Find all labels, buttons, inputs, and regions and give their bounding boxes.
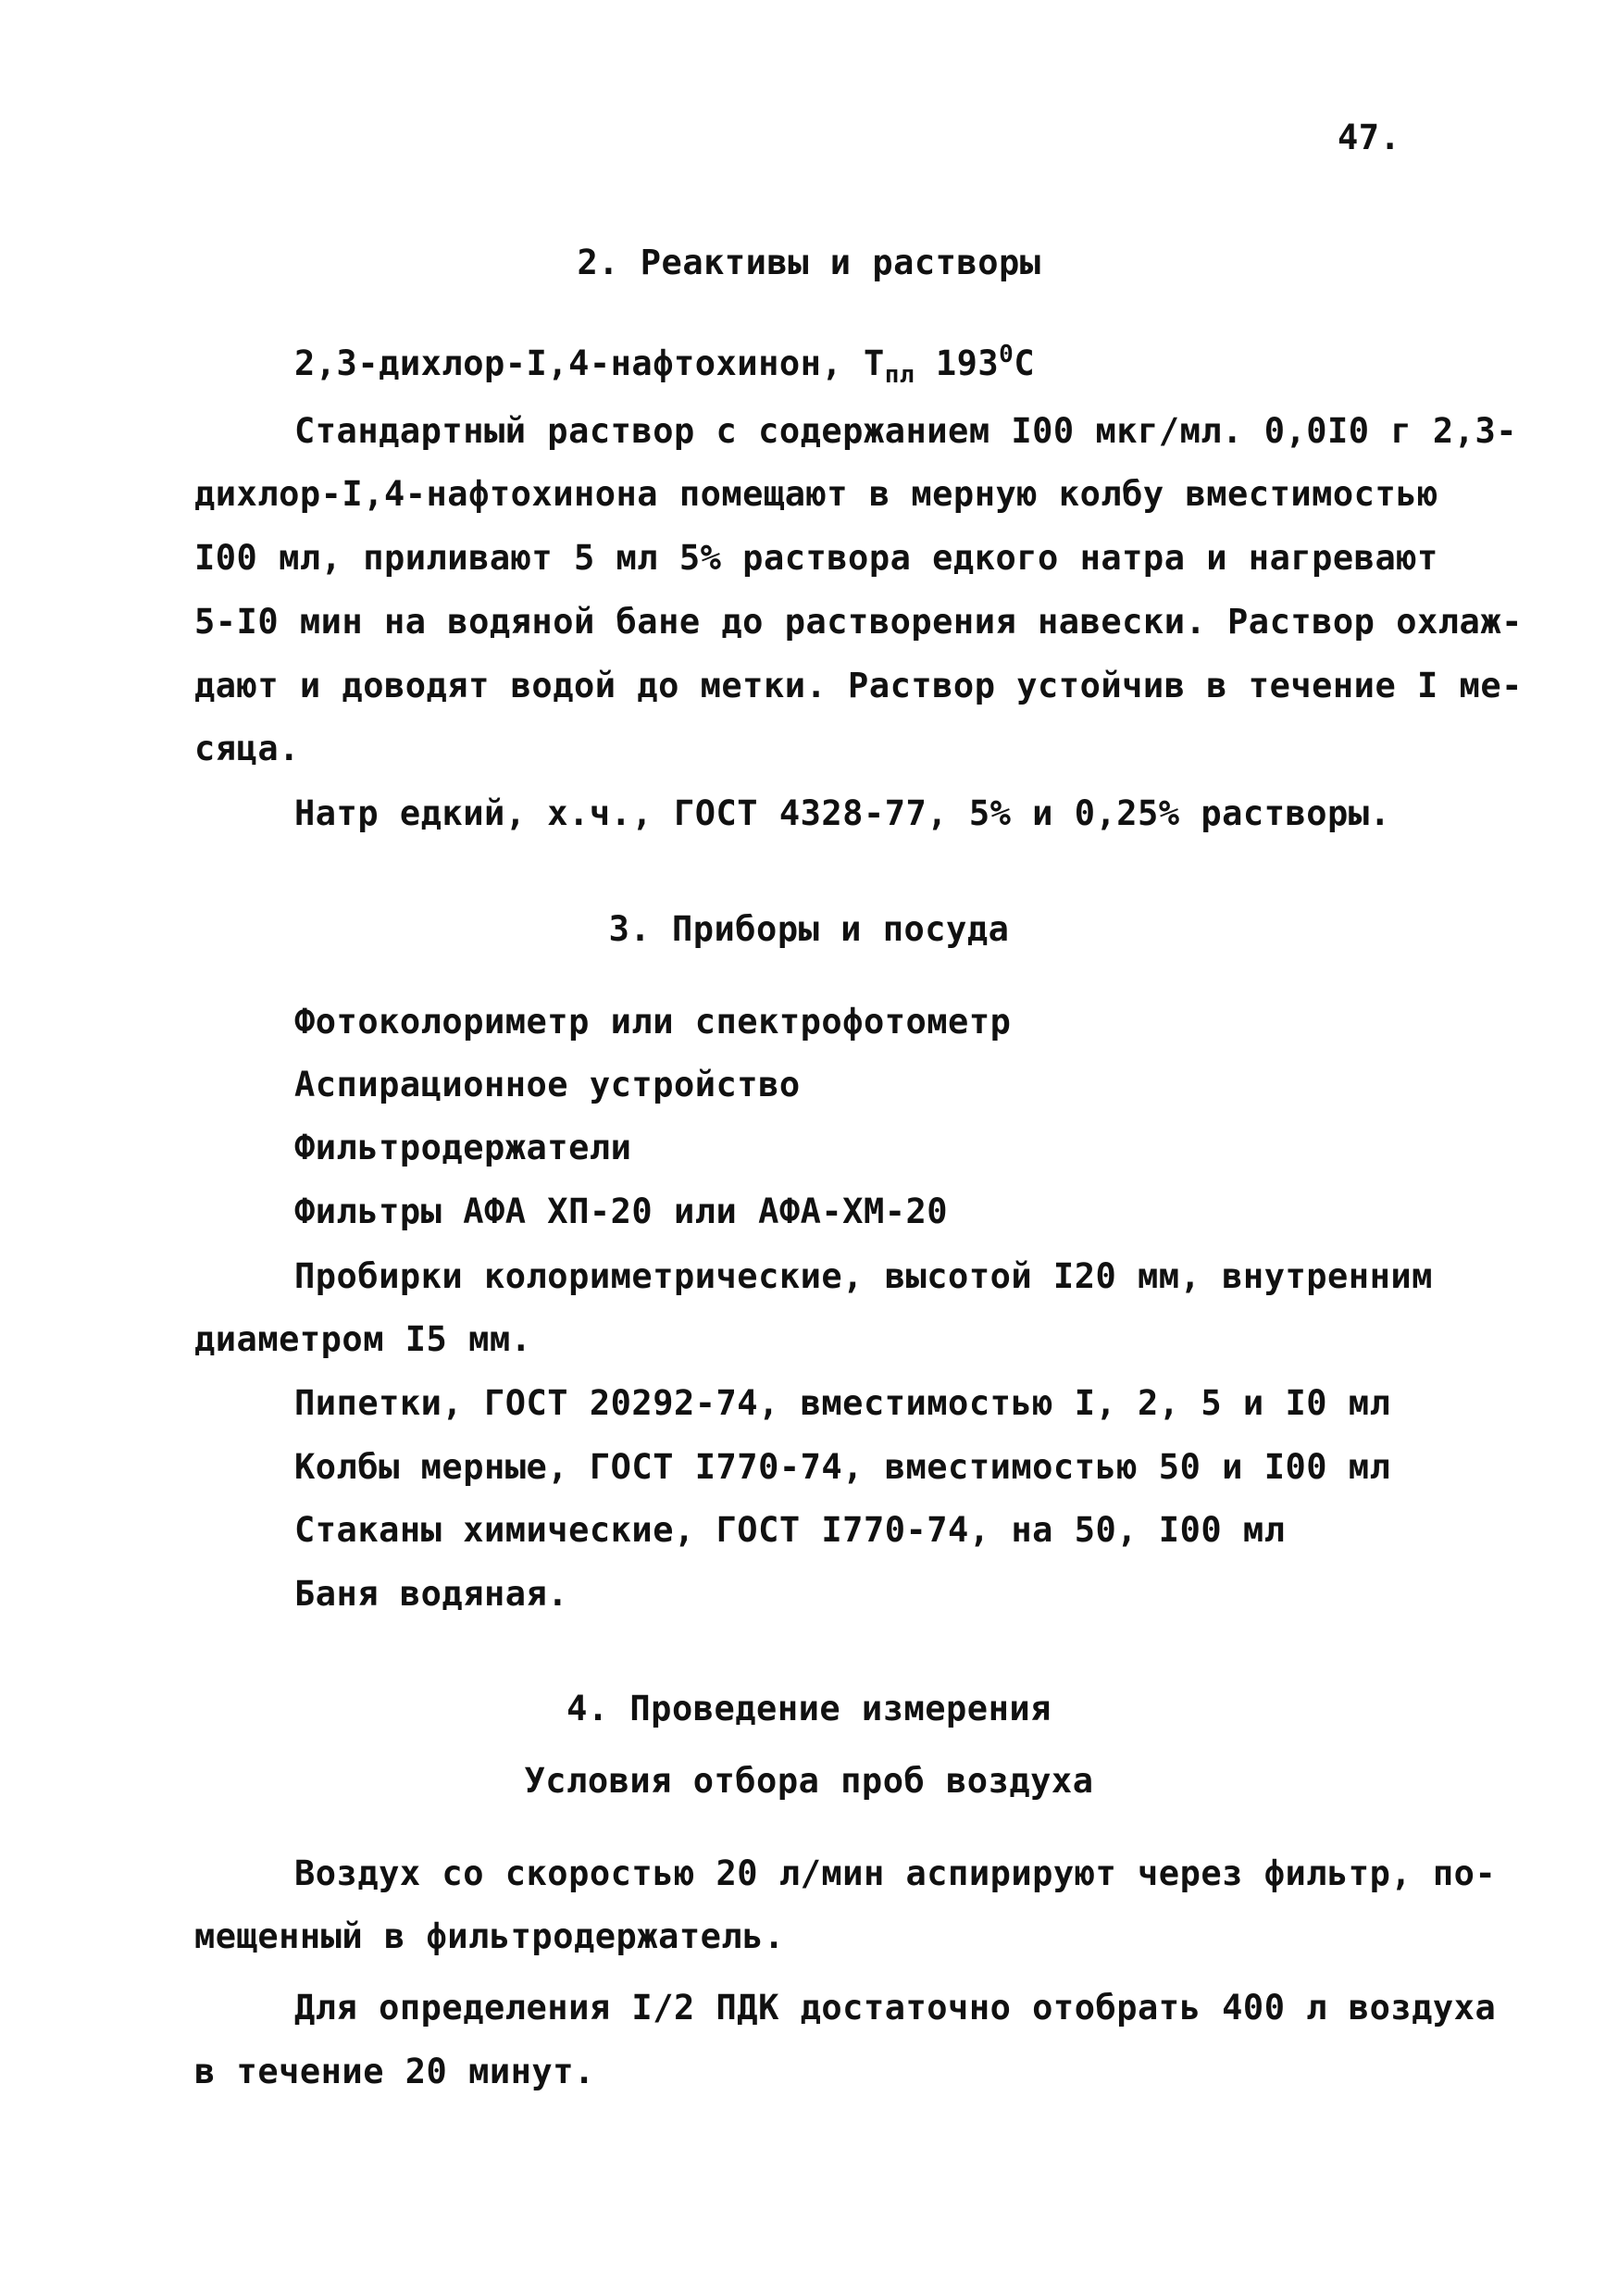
equipment-item: Пипетки, ГОСТ 20292-74, вместимостью I, 2, 5 и I0 мл bbox=[294, 1383, 1391, 1423]
substance-line bbox=[294, 343, 1035, 387]
equipment-item: Колбы мерные, ГОСТ I770-74, вместимостью 50 и I00 мл bbox=[294, 1447, 1391, 1487]
section-3-heading: 3. Приборы и посуда bbox=[608, 909, 1010, 949]
equipment-item: Баня водяная. bbox=[294, 1574, 569, 1614]
tubes-line-2: диаметром I5 мм. bbox=[194, 1319, 532, 1359]
standard-solution-line-2: дихлор-I,4-нафтохинона помещают в мерную колбу вместимостью bbox=[194, 474, 1438, 514]
determination-line-1: Для определения I/2 ПДК достаточно отобрать 400 л воздуха bbox=[294, 1988, 1497, 2028]
standard-solution-line-1: Стандартный раствор с содержанием I00 мкг/мл. 0,0I0 г 2,3- bbox=[294, 411, 1518, 451]
standard-solution-line-4: 5-I0 мин на водяной бане до растворения навески. Раствор охлаж- bbox=[194, 602, 1523, 642]
melting-unit: С bbox=[1014, 343, 1036, 383]
standard-solution-line-6: сяца. bbox=[194, 729, 300, 768]
degree-superscript: 0 bbox=[999, 341, 1014, 368]
tubes-line-1: Пробирки колориметрические, высотой I20 мм, внутренним bbox=[294, 1256, 1433, 1296]
melting-subscript: пл bbox=[884, 361, 915, 389]
reagent-line: Натр едкий, х.ч., ГОСТ 4328-77, 5% и 0,25% растворы. bbox=[294, 793, 1391, 833]
section-4-heading: 4. Проведение измерения bbox=[566, 1689, 1052, 1728]
air-sampling-line-2: мещенный в фильтродержатель. bbox=[194, 1916, 785, 1956]
section-4-subheading: Условия отбора проб воздуха bbox=[524, 1761, 1094, 1801]
equipment-item: Стаканы химические, ГОСТ I770-74, на 50, I00 мл bbox=[294, 1510, 1286, 1550]
standard-solution-line-5: дают и доводят водой до метки. Раствор устойчив в течение I ме- bbox=[194, 666, 1523, 705]
substance-name: 2,3-дихлор-I,4-нафтохинон, Т bbox=[294, 343, 885, 383]
air-sampling-line-1: Воздух со скоростью 20 л/мин аспирируют через фильтр, по- bbox=[294, 1853, 1497, 1893]
melting-value: 193 bbox=[915, 343, 1000, 383]
section-2-heading: 2. Реактивы и растворы bbox=[577, 243, 1041, 282]
determination-line-2: в течение 20 минут. bbox=[194, 2052, 595, 2091]
equipment-item: Аспирационное устройство bbox=[294, 1065, 801, 1104]
equipment-item: Фильтродержатели bbox=[294, 1128, 632, 1167]
equipment-item: Фильтры АФА ХП-20 или АФА-ХМ-20 bbox=[294, 1192, 949, 1231]
equipment-item: Фотоколориметр или спектрофотометр bbox=[294, 1002, 1012, 1042]
page-number: 47. bbox=[1338, 118, 1401, 157]
standard-solution-line-3: I00 мл, приливают 5 мл 5% раствора едкого натра и нагревают bbox=[194, 538, 1438, 578]
